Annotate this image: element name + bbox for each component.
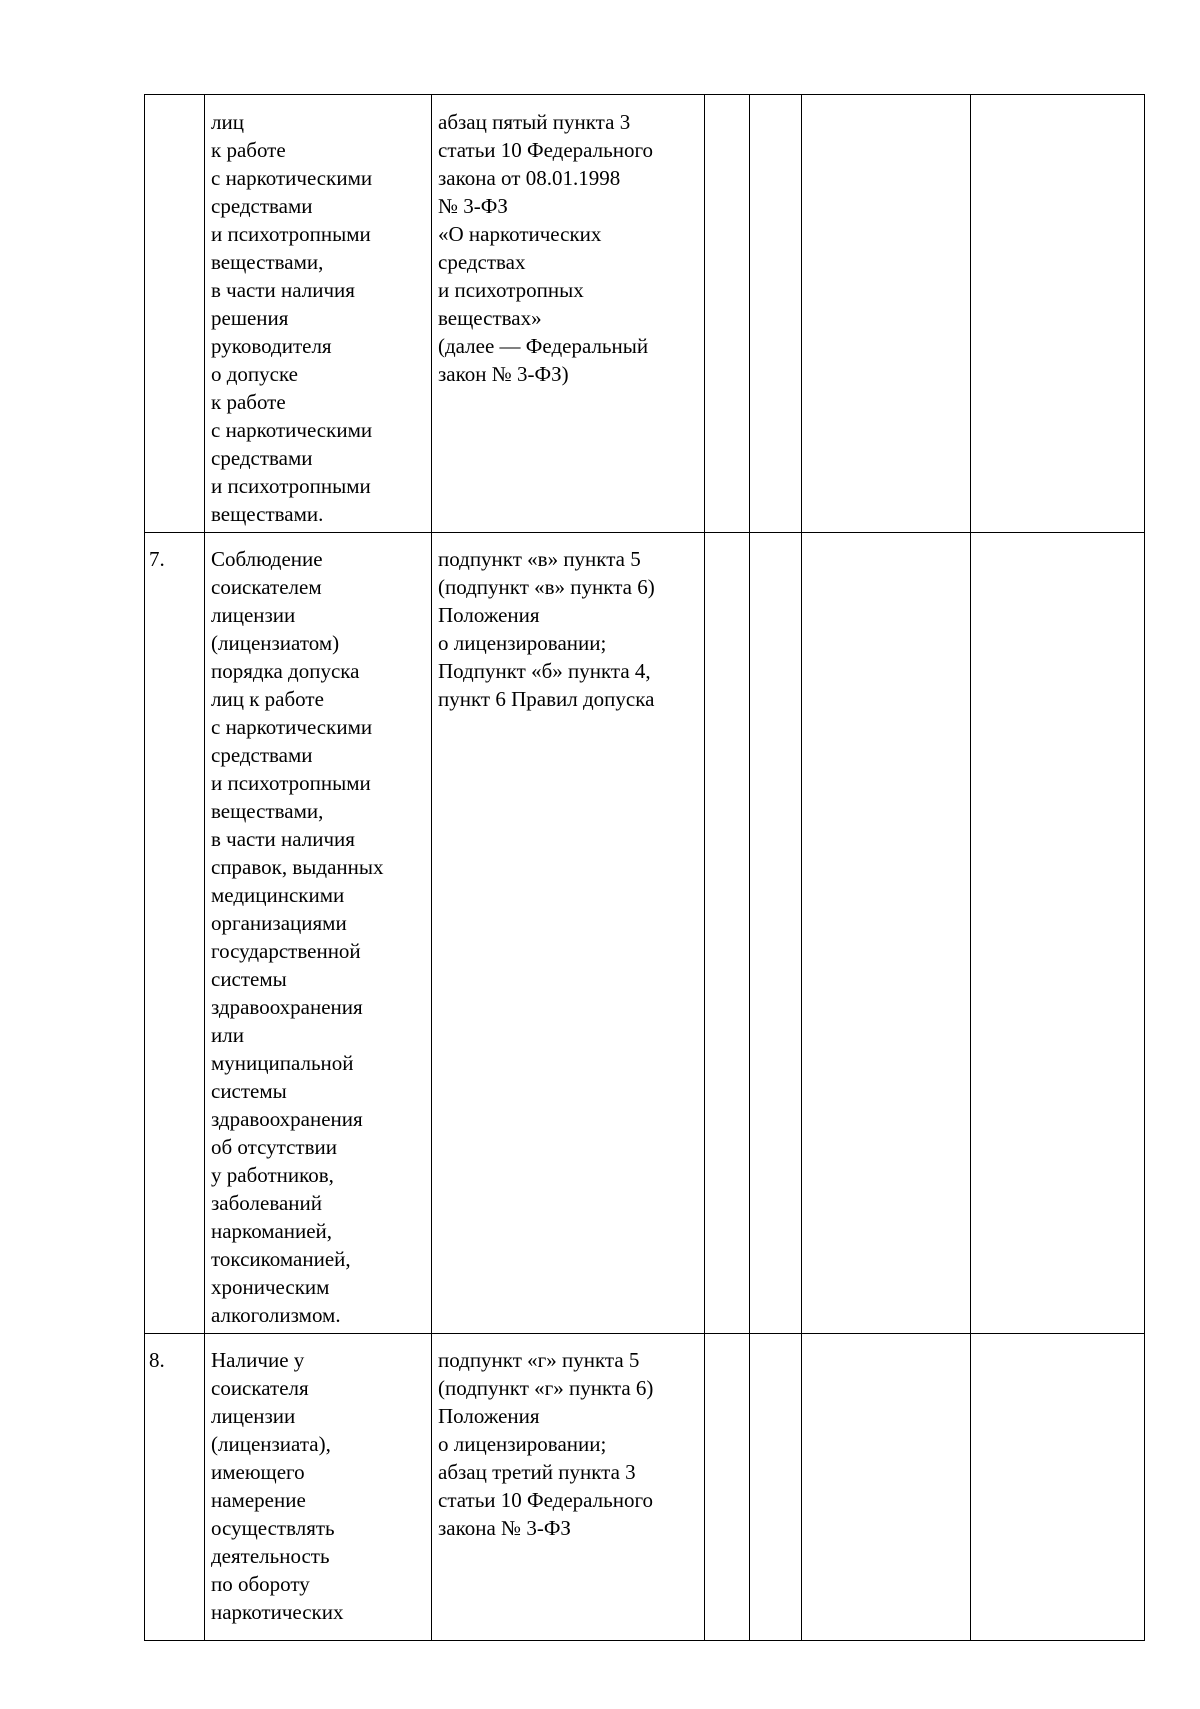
empty-cell-d bbox=[971, 533, 1145, 1334]
empty-cell-a bbox=[705, 533, 750, 1334]
empty-cell-b bbox=[750, 1334, 802, 1641]
empty-cell-d bbox=[971, 95, 1145, 533]
table-row bbox=[145, 1334, 1145, 1641]
empty-cell-c bbox=[802, 533, 971, 1334]
table-row bbox=[145, 95, 1145, 533]
empty-cell-b bbox=[750, 95, 802, 533]
requirement-cell: Наличие у соискателя лицензии (лицензиата), имеющего намерение осуществлять деятельность по обороту наркотических bbox=[205, 1334, 432, 1641]
requirements-table bbox=[144, 94, 1145, 1641]
requirement-cell: Соблюдение соискателем лицензии (лицензиатом) порядка допуска лиц к работе с наркотическими средствами и психотропными веществами, в части наличия справок, выданных медицинскими организациями государственной системы здравоохранения или муниципальной системы здравоохранения об отсутствии у работников, заболеваний наркоманией, токсикоманией, хроническим алкоголизмом. bbox=[205, 533, 432, 1334]
empty-cell-d bbox=[971, 1334, 1145, 1641]
empty-cell-c bbox=[802, 1334, 971, 1641]
empty-cell-a bbox=[705, 1334, 750, 1641]
empty-cell-b bbox=[750, 533, 802, 1334]
table-row bbox=[145, 533, 1145, 1334]
reference-cell: подпункт «г» пункта 5 (подпункт «г» пункта 6) Положения о лицензировании; абзац третий пункта 3 статьи 10 Федерального закона № 3-ФЗ bbox=[432, 1334, 705, 1641]
requirement-cell: лиц к работе с наркотическими средствами и психотропными веществами, в части наличия решения руководителя о допуске к работе с наркотическими средствами и психотропными веществами. bbox=[205, 95, 432, 533]
row-number-cell: 7. bbox=[145, 533, 205, 1334]
row-number-cell bbox=[145, 95, 205, 533]
empty-cell-a bbox=[705, 95, 750, 533]
row-number-cell: 8. bbox=[145, 1334, 205, 1641]
empty-cell-c bbox=[802, 95, 971, 533]
reference-cell: абзац пятый пункта 3 статьи 10 Федерального закона от 08.01.1998 № 3-ФЗ «О наркотических средствах и психотропных веществах» (далее — Федеральный закон № 3-ФЗ) bbox=[432, 95, 705, 533]
reference-cell: подпункт «в» пункта 5 (подпункт «в» пункта 6) Положения о лицензировании; Подпункт «б» пункта 4, пункт 6 Правил допуска bbox=[432, 533, 705, 1334]
